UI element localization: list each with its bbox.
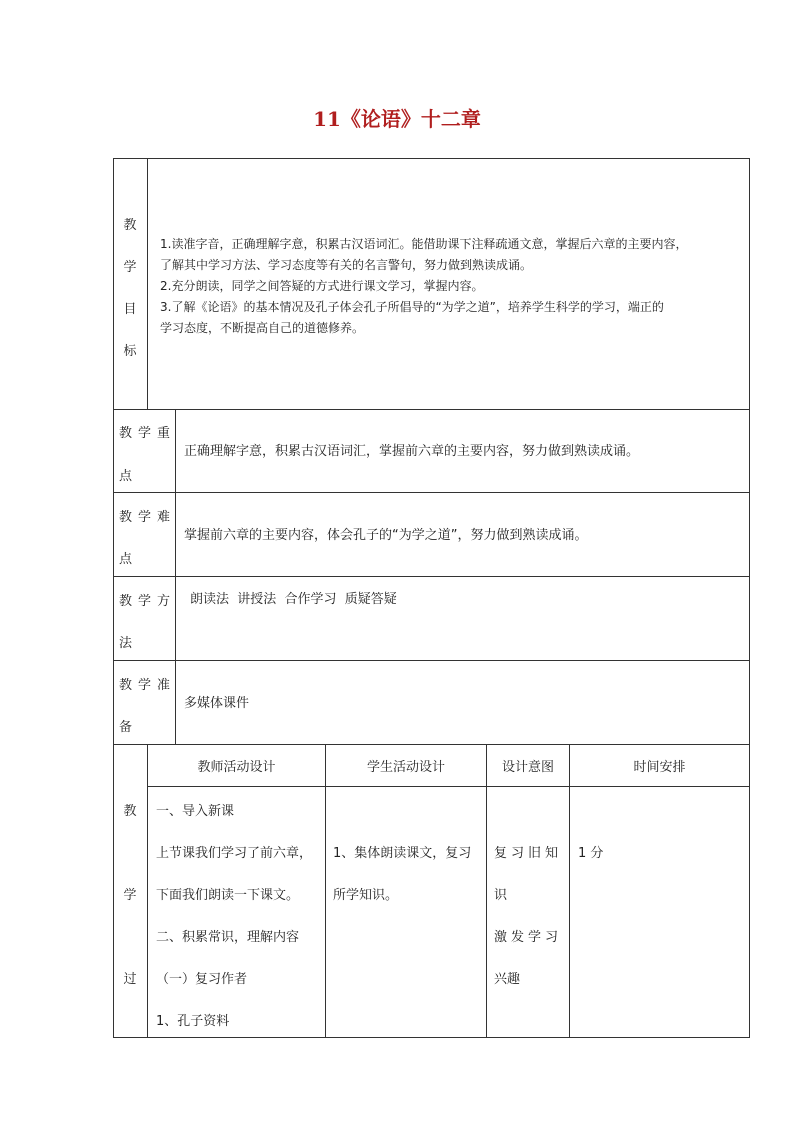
intent-line: 复习旧知 bbox=[494, 846, 563, 861]
teacher-line: 一、导入新课 bbox=[156, 804, 235, 819]
process-label-char: 教 bbox=[123, 804, 137, 819]
row-label: 点 bbox=[119, 469, 139, 484]
header-teacher: 教师活动设计 bbox=[197, 760, 276, 775]
row-label: 教学重 bbox=[119, 426, 177, 441]
difficulty-text: 掌握前六章的主要内容，体会孔子的“为学之道”，努力做到熟读成诵。 bbox=[184, 528, 588, 543]
row-label: 点 bbox=[119, 552, 139, 567]
page-title: 11《论语》十二章 bbox=[313, 107, 481, 131]
row-label: 备 bbox=[119, 720, 139, 735]
objective-line: 2.充分朗读，同学之间答疑的方式进行课文学习，掌握内容。 bbox=[160, 279, 484, 293]
intent-line: 兴趣 bbox=[494, 972, 521, 987]
student-line: 1、集体朗读课文，复习 bbox=[333, 846, 472, 861]
process-label-char: 过 bbox=[123, 972, 137, 987]
teacher-line: 二、积累常识，理解内容 bbox=[156, 930, 300, 945]
intent-line: 激发学习 bbox=[494, 930, 563, 945]
label-char: 学 bbox=[123, 260, 137, 275]
time-value: 1 分 bbox=[578, 846, 604, 861]
preparation-text: 多媒体课件 bbox=[184, 696, 250, 711]
intent-line: 识 bbox=[494, 888, 508, 903]
row-label: 教学难 bbox=[119, 510, 177, 525]
teacher-line: 1、孔子资料 bbox=[156, 1014, 230, 1029]
objective-line: 3.了解《论语》的基本情况及孔子体会孔子所倡导的“为学之道”，培养学生科学的学习，端正的 bbox=[160, 300, 664, 314]
label-char: 教 bbox=[123, 218, 137, 233]
header-student: 学生活动设计 bbox=[366, 760, 445, 775]
process-label-char: 学 bbox=[123, 888, 137, 903]
row-label: 法 bbox=[119, 636, 139, 651]
key-points-text: 正确理解字意，积累古汉语词汇，掌握前六章的主要内容，努力做到熟读成诵。 bbox=[184, 444, 640, 459]
objective-line: 1.读准字音，正确理解字意，积累古汉语词汇。能借助课下注释疏通文意，掌握后六章的主要内容， bbox=[160, 237, 688, 251]
row-label: 教学方 bbox=[119, 594, 177, 609]
objective-line: 学习态度，不断提高自己的道德修养。 bbox=[160, 321, 365, 335]
objectives-text bbox=[160, 234, 748, 339]
objective-line: 了解其中学习方法、学习态度等有关的名言警句，努力做到熟读成诵。 bbox=[160, 258, 533, 272]
methods-text: 朗读法 讲授法 合作学习 质疑答疑 bbox=[190, 592, 397, 607]
teacher-line: 上节课我们学习了前六章， bbox=[156, 846, 313, 861]
row-label: 教学准 bbox=[119, 678, 177, 693]
teacher-line: 下面我们朗读一下课文。 bbox=[156, 888, 300, 903]
label-char: 目 bbox=[123, 302, 137, 317]
header-time: 时间安排 bbox=[633, 760, 686, 775]
teacher-line: （一）复习作者 bbox=[156, 972, 248, 987]
label-char: 标 bbox=[123, 344, 137, 359]
student-line: 所学知识。 bbox=[333, 888, 399, 903]
header-intent: 设计意图 bbox=[501, 760, 554, 775]
